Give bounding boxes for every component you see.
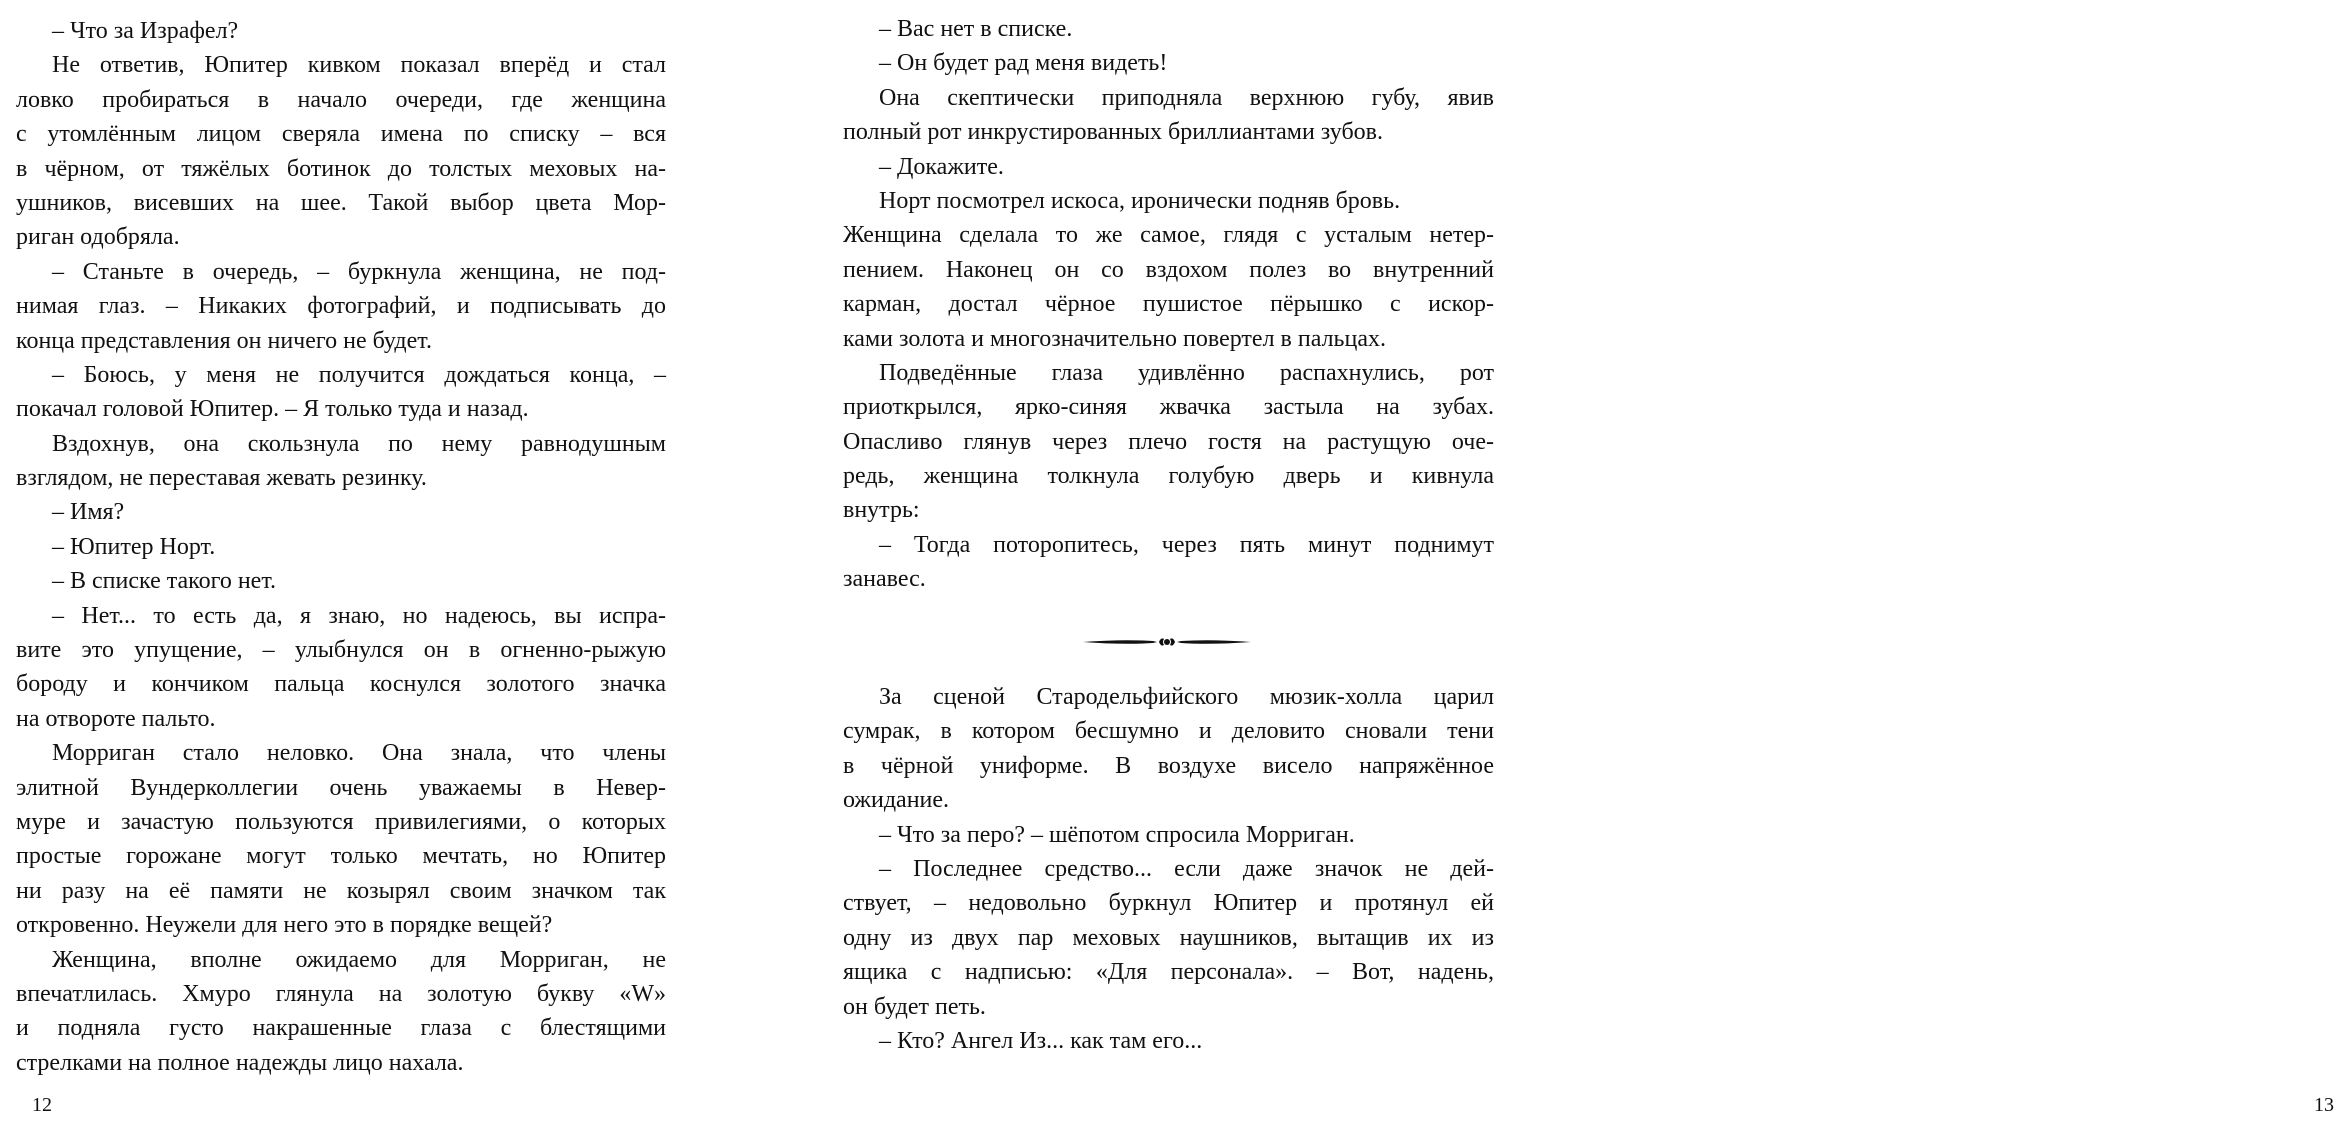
text-line: муре и зачастую пользуются привилегиями, о которых <box>16 808 666 835</box>
text-line: ни разу на её памяти не козырял своим значком так <box>16 877 666 904</box>
text-line: Не ответив, Юпитер кивком показал вперёд и стал <box>52 52 666 79</box>
text-line: полный рот инкрустированных бриллиантами зубов. <box>843 119 1383 146</box>
text-line: ящика с надписью: «Для персонала». – Вот, надень, <box>843 959 1494 986</box>
text-line: покачал головой Юпитер. – Я только туда и назад. <box>16 396 529 423</box>
text-line: впечатлилась. Хмуро глянула на золотую букву «W» <box>16 980 666 1007</box>
text-line: – Последнее средство... если даже значок не дей- <box>879 855 1494 882</box>
right-page-number: 13 <box>2314 1094 2334 1116</box>
text-line: ожидание. <box>843 787 950 814</box>
text-line: внутрь: <box>843 497 920 524</box>
text-line: ствует, – недовольно буркнул Юпитер и протянул ей <box>843 890 1494 917</box>
text-line: на отвороте пальто. <box>16 705 216 732</box>
text-line: карман, достал чёрное пушистое пёрышко с искор- <box>843 291 1494 318</box>
text-line: – Вас нет в списке. <box>879 16 1073 42</box>
text-line: ловко пробираться в начало очереди, где женщина <box>16 86 666 113</box>
right-page <box>843 0 2334 1132</box>
text-line: – Нет... то есть да, я знаю, но надеюсь, вы испра- <box>52 602 666 629</box>
text-line: – Докажите. <box>879 153 1004 180</box>
text-line: пением. Наконец он со вздохом полез во внутренний <box>843 256 1494 283</box>
text-line: стрелками на полное надежды лицо нахала. <box>16 1049 464 1076</box>
text-line: бороду и кончиком пальца коснулся золотого значка <box>16 671 666 698</box>
text-line: – В списке такого нет. <box>52 568 277 595</box>
text-line: приоткрылся, ярко-синяя жвачка застыла на зубах. <box>843 394 1494 421</box>
text-line: ками золота и многозначительно повертел в пальцах. <box>843 325 1386 352</box>
text-line: редь, женщина толкнула голубую дверь и кивнула <box>843 463 1494 490</box>
text-line: Подведённые глаза удивлённо распахнулись, рот <box>879 359 1494 386</box>
text-line: – Имя? <box>52 499 125 526</box>
text-line: в чёрной униформе. В воздухе висело напряжённое <box>843 752 1494 779</box>
text-line: Норт посмотрел искоса, иронически подняв бровь. <box>879 187 1401 214</box>
text-line: – Юпитер Норт. <box>52 533 216 560</box>
section-break-ornament-icon <box>1083 630 1251 654</box>
text-line: Женщина, вполне ожидаемо для Морриган, не <box>52 946 666 973</box>
text-line: нимая глаз. – Никаких фотографий, и подписывать до <box>16 293 666 320</box>
text-line: – Тогда поторопитесь, через пять минут поднимут <box>879 531 1494 558</box>
text-line: он будет петь. <box>843 993 986 1020</box>
text-line: – Кто? Ангел Из... как там его... <box>879 1027 1203 1054</box>
text-line: сумрак, в котором бесшумно и деловито сновали тени <box>843 718 1494 745</box>
text-line: с утомлённым лицом сверяла имена по списку – вся <box>16 121 666 148</box>
text-line: Она скептически приподняла верхнюю губу, явив <box>879 84 1494 111</box>
text-line: – Станьте в очередь, – буркнула женщина, не под- <box>52 258 666 285</box>
text-line: ушников, висевших на шее. Такой выбор цвета Мор- <box>16 189 666 216</box>
text-line: – Что за перо? – шёпотом спросила Морриган. <box>879 821 1355 848</box>
left-page <box>16 0 666 1132</box>
text-line: вите это упущение, – улыбнулся он в огненно-рыжую <box>16 637 666 664</box>
text-line: конца представления он ничего не будет. <box>16 327 432 354</box>
text-line: в чёрном, от тяжёлых ботинок до толстых меховых на- <box>16 155 666 182</box>
text-line: элитной Вундерколлегии очень уважаемы в Невер- <box>16 774 666 801</box>
left-page-number: 12 <box>32 1094 52 1116</box>
text-line: простые горожане могут только мечтать, но Юпитер <box>16 843 666 870</box>
text-line: риган одобряла. <box>16 224 180 251</box>
text-line: Опасливо глянув через плечо гостя на растущую оче- <box>843 428 1494 455</box>
right-page-text-after-break <box>843 680 1494 1058</box>
text-line: – Боюсь, у меня не получится дождаться конца, – <box>52 361 666 388</box>
text-line: За сценой Стародельфийского мюзик-холла царил <box>879 684 1494 710</box>
text-line: – Что за Израфел? <box>52 18 239 44</box>
text-line: Женщина сделала то же самое, глядя с усталым нетер- <box>843 222 1494 249</box>
text-line: откровенно. Неужели для него это в порядке вещей? <box>16 912 553 939</box>
text-line: Вздохнув, она скользнула по нему равнодушным <box>52 430 666 457</box>
text-line: и подняла густо накрашенные глаза с блестящими <box>16 1015 666 1042</box>
right-page-text-before-break <box>843 12 1494 597</box>
text-line: занавес. <box>843 566 926 593</box>
text-line: – Он будет рад меня видеть! <box>879 50 1168 77</box>
left-page-text <box>16 14 666 1080</box>
text-line: Морриган стало неловко. Она знала, что члены <box>52 740 666 767</box>
text-line: одну из двух пар меховых наушников, вытащив их из <box>843 924 1494 951</box>
text-line: взглядом, не переставая жевать резинку. <box>16 465 427 492</box>
